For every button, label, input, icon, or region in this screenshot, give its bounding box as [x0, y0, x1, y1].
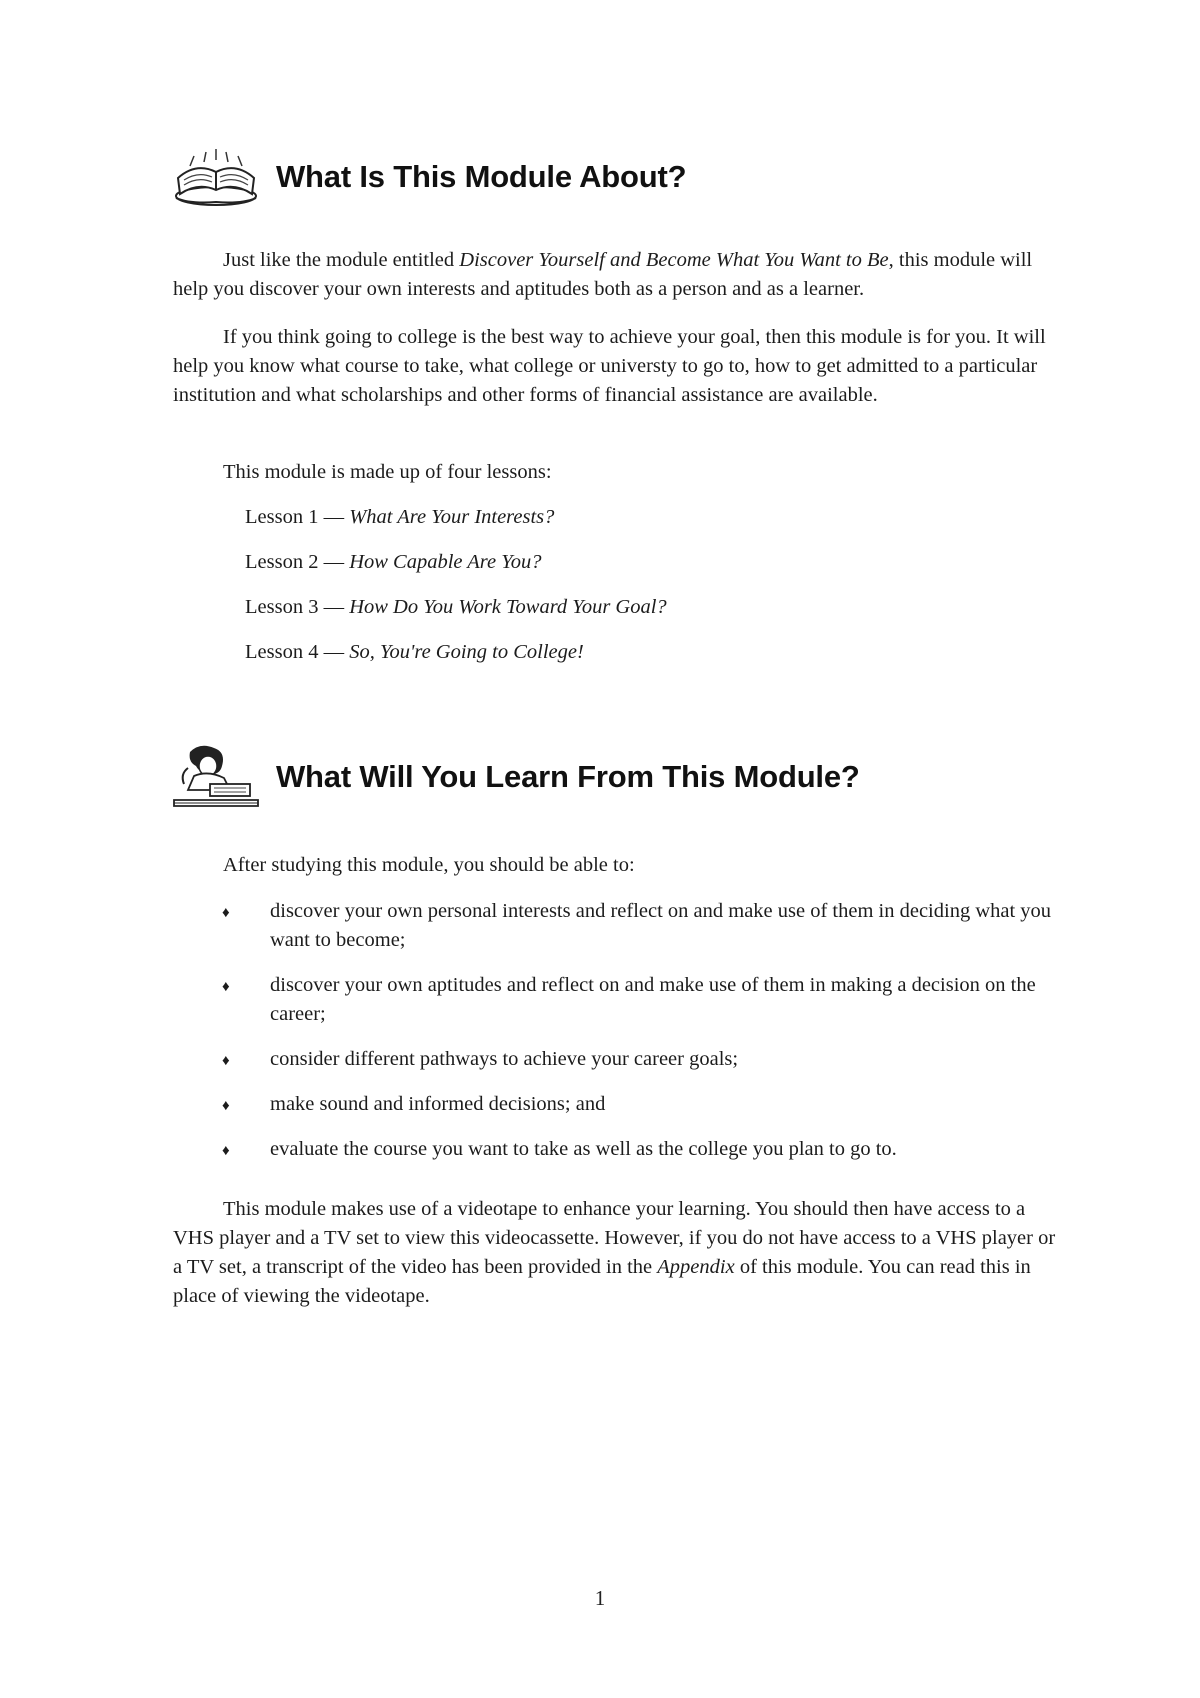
student-reading-icon	[170, 744, 262, 810]
objective-text: evaluate the course you want to take as well as the college you plan to go to.	[270, 1138, 897, 1160]
diamond-bullet-icon: ♦	[222, 1143, 230, 1159]
videotape-paragraph	[173, 1195, 1063, 1311]
referenced-module-title: Discover Yourself and Become What You Want to Be	[459, 249, 889, 271]
objective-item	[222, 1090, 1062, 1121]
open-book-icon	[170, 144, 262, 210]
objective-text: discover your own personal interests and reflect on and make use of them in deciding what you want to become;	[270, 900, 1052, 951]
section-title: What Will You Learn From This Module?	[276, 759, 860, 794]
appendix-reference: Appendix	[657, 1256, 735, 1278]
lesson-item	[245, 638, 584, 667]
objective-text: make sound and informed decisions; and	[270, 1093, 606, 1115]
para-text: of this module. You can read this in place of viewing the videotape.	[173, 1256, 1031, 1307]
lesson-label: Lesson 4 —	[245, 641, 350, 663]
lesson-title: How Do You Work Toward Your Goal?	[349, 596, 667, 618]
section-title: What Is This Module About?	[276, 159, 687, 194]
diamond-bullet-icon: ♦	[222, 905, 230, 921]
lesson-label: Lesson 2 —	[245, 551, 350, 573]
objective-item	[222, 1045, 1062, 1076]
objective-item	[222, 897, 1062, 955]
lesson-label: Lesson 3 —	[245, 596, 350, 618]
lesson-title: What Are Your Interests?	[349, 506, 555, 528]
para-text: Just like the module entitled	[223, 249, 460, 271]
diamond-bullet-icon: ♦	[222, 979, 230, 995]
diamond-bullet-icon: ♦	[222, 1053, 230, 1069]
diamond-bullet-icon: ♦	[222, 1098, 230, 1114]
objectives-intro: After studying this module, you should be able to:	[223, 854, 635, 876]
lesson-title: So, You're Going to College!	[349, 641, 584, 663]
intro-paragraph	[173, 246, 1063, 304]
lesson-label: Lesson 1 —	[245, 506, 350, 528]
objective-item	[222, 971, 1062, 1029]
section-heading-learn	[170, 744, 860, 810]
lesson-item	[245, 503, 554, 532]
section-heading-about	[170, 144, 686, 210]
objective-text: discover your own aptitudes and reflect on and make use of them in making a decision on the career;	[270, 974, 1036, 1025]
lesson-item	[245, 548, 542, 577]
lessons-intro: This module is made up of four lessons:	[223, 461, 552, 483]
para-text: , this module will help you discover your own interests and aptitudes both as a person and as a learner.	[173, 249, 1033, 300]
objective-text: consider different pathways to achieve your career goals;	[270, 1048, 739, 1070]
para-text: This module makes use of a videotape to enhance your learning. You should then have access to a VHS player and a TV set to view this videocassette. However, if you do not have access to a VHS player or a TV set, a transcript of the video has been provided in the	[173, 1198, 1056, 1278]
objective-item	[222, 1135, 1062, 1166]
college-paragraph: If you think going to college is the best way to achieve your goal, then this module is for you. It will help you know what course to take, what college or universty to go to, how to get admitted to a particular institution and what scholarships and other forms of financial assistance are available.	[173, 326, 1046, 406]
page-number: 1	[594, 1586, 606, 1610]
lesson-item	[245, 593, 667, 622]
lesson-title: How Capable Are You?	[349, 551, 542, 573]
